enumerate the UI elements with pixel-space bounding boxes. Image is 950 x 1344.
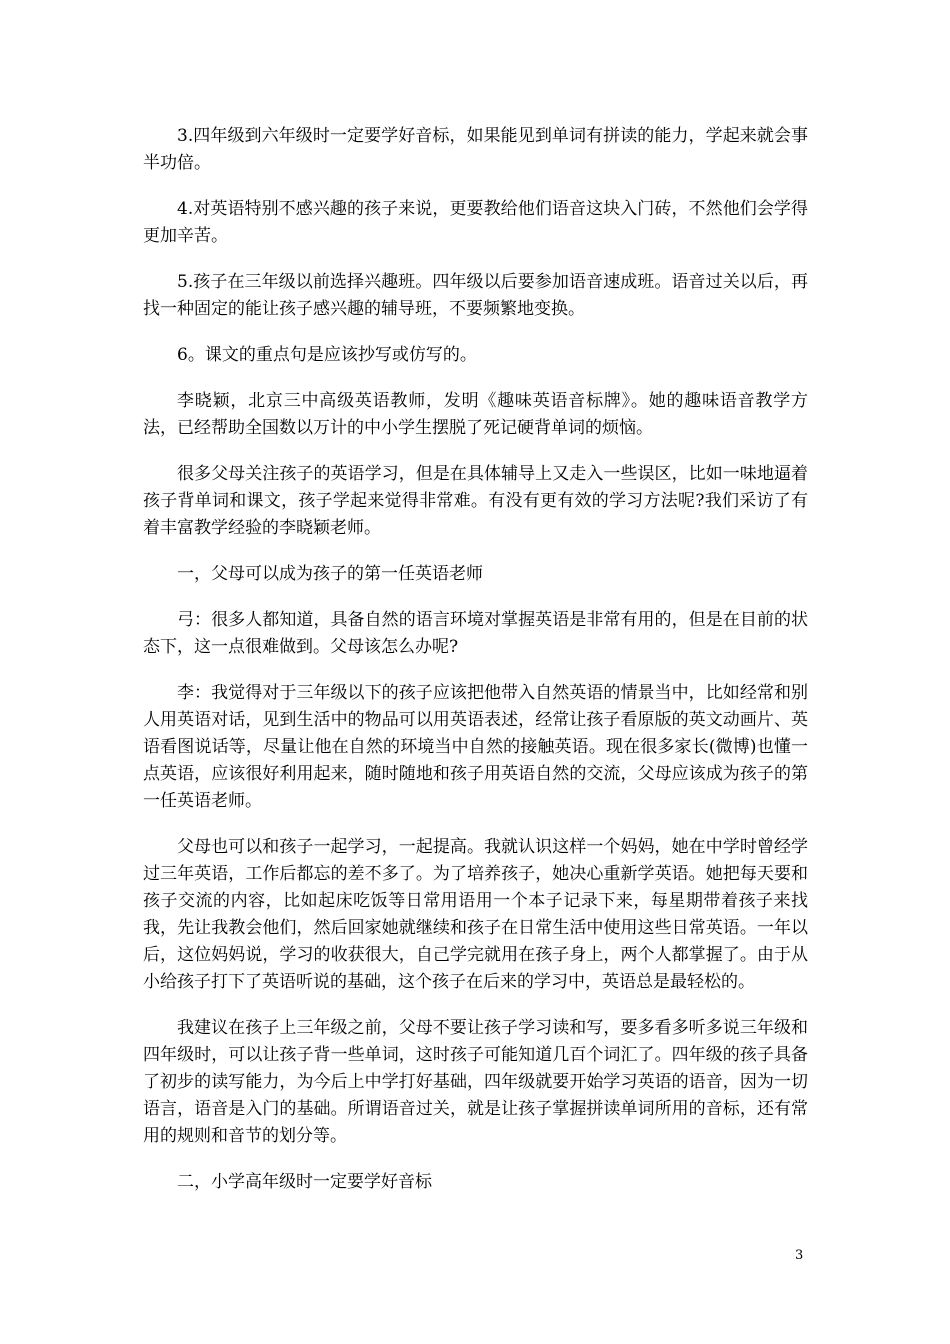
paragraph-example: 父母也可以和孩子一起学习，一起提高。我就认识这样一个妈妈，她在中学时曾经学过三年英语，工作后都忘的差不多了。为了培养孩子，她决心重新学英语。她把每天要和孩子交流的内容，比如起床吃饭等日常用语用一个本子记录下来，每星期带着孩子来找我，先让我教会他们，然后回家她就继续和孩子在日常生活中使用这些日常英语。一年以后，这位妈妈说，学习的收获很大，自己学完就用在孩子身上，两个人都掌握了。由于从小给孩子打下了英语听说的基础，这个孩子在后来的学习中，英语总是最轻松的。 xyxy=(143,837,808,992)
section-heading-2: 二，小学高年级时一定要学好音标 xyxy=(177,1172,432,1192)
paragraph-question: 弓：很多人都知道，具备自然的语言环境对掌握英语是非常有用的，但是在目前的状态下，这一点很难做到。父母该怎么办呢? xyxy=(143,610,808,657)
paragraph-tip-4: 4.对英语特别不感兴趣的孩子来说，更要教给他们语音这块入门砖，不然他们会学得更加辛苦。 xyxy=(143,199,808,246)
paragraph-tip-6: 6。课文的重点句是应该抄写或仿写的。 xyxy=(177,345,477,365)
paragraph-answer: 李：我觉得对于三年级以下的孩子应该把他带入自然英语的情景当中，比如经常和别人用英语对话，见到生活中的物品可以用英语表述，经常让孩子看原版的英文动画片、英语看图说话等，尽量让他在自然的环境当中自然的接触英语。现在很多家长(微博)也懂一点英语，应该很好利用起来，随时随地和孩子用英语自然的交流，父母应该成为孩子的第一任英语老师。 xyxy=(143,683,808,811)
paragraph-author-intro: 李晓颖，北京三中高级英语教师，发明《趣味英语音标牌》。她的趣味语音教学方法，已经帮助全国数以万计的中小学生摆脱了死记硬背单词的烦恼。 xyxy=(143,391,808,438)
page-number: 3 xyxy=(795,1248,804,1263)
paragraph-suggestion: 我建议在孩子上三年级之前，父母不要让孩子学习读和写，要多看多听多说三年级和四年级时，可以让孩子背一些单词，这时孩子可能知道几百个词汇了。四年级的孩子具备了初步的读写能力，为今后上中学打好基础，四年级就要开始学习英语的语音，因为一切语言，语音是入门的基础。所谓语音过关，就是让孩子掌握拼读单词所用的音标，还有常用的规则和音节的划分等。 xyxy=(143,1018,808,1146)
paragraph-intro: 很多父母关注孩子的英语学习，但是在具体辅导上又走入一些误区，比如一味地逼着孩子背单词和课文，孩子学起来觉得非常难。有没有更有效的学习方法呢?我们采访了有着丰富教学经验的李晓颖老师。 xyxy=(143,464,808,538)
page-body xyxy=(143,123,808,1215)
section-heading-1: 一，父母可以成为孩子的第一任英语老师 xyxy=(177,564,483,584)
paragraph-tip-5: 5.孩子在三年级以前选择兴趣班。四年级以后要参加语音速成班。语音过关以后，再找一种固定的能让孩子感兴趣的辅导班，不要频繁地变换。 xyxy=(143,272,808,319)
paragraph-tip-3: 3.四年级到六年级时一定要学好音标，如果能见到单词有拼读的能力，学起来就会事半功倍。 xyxy=(143,126,808,173)
